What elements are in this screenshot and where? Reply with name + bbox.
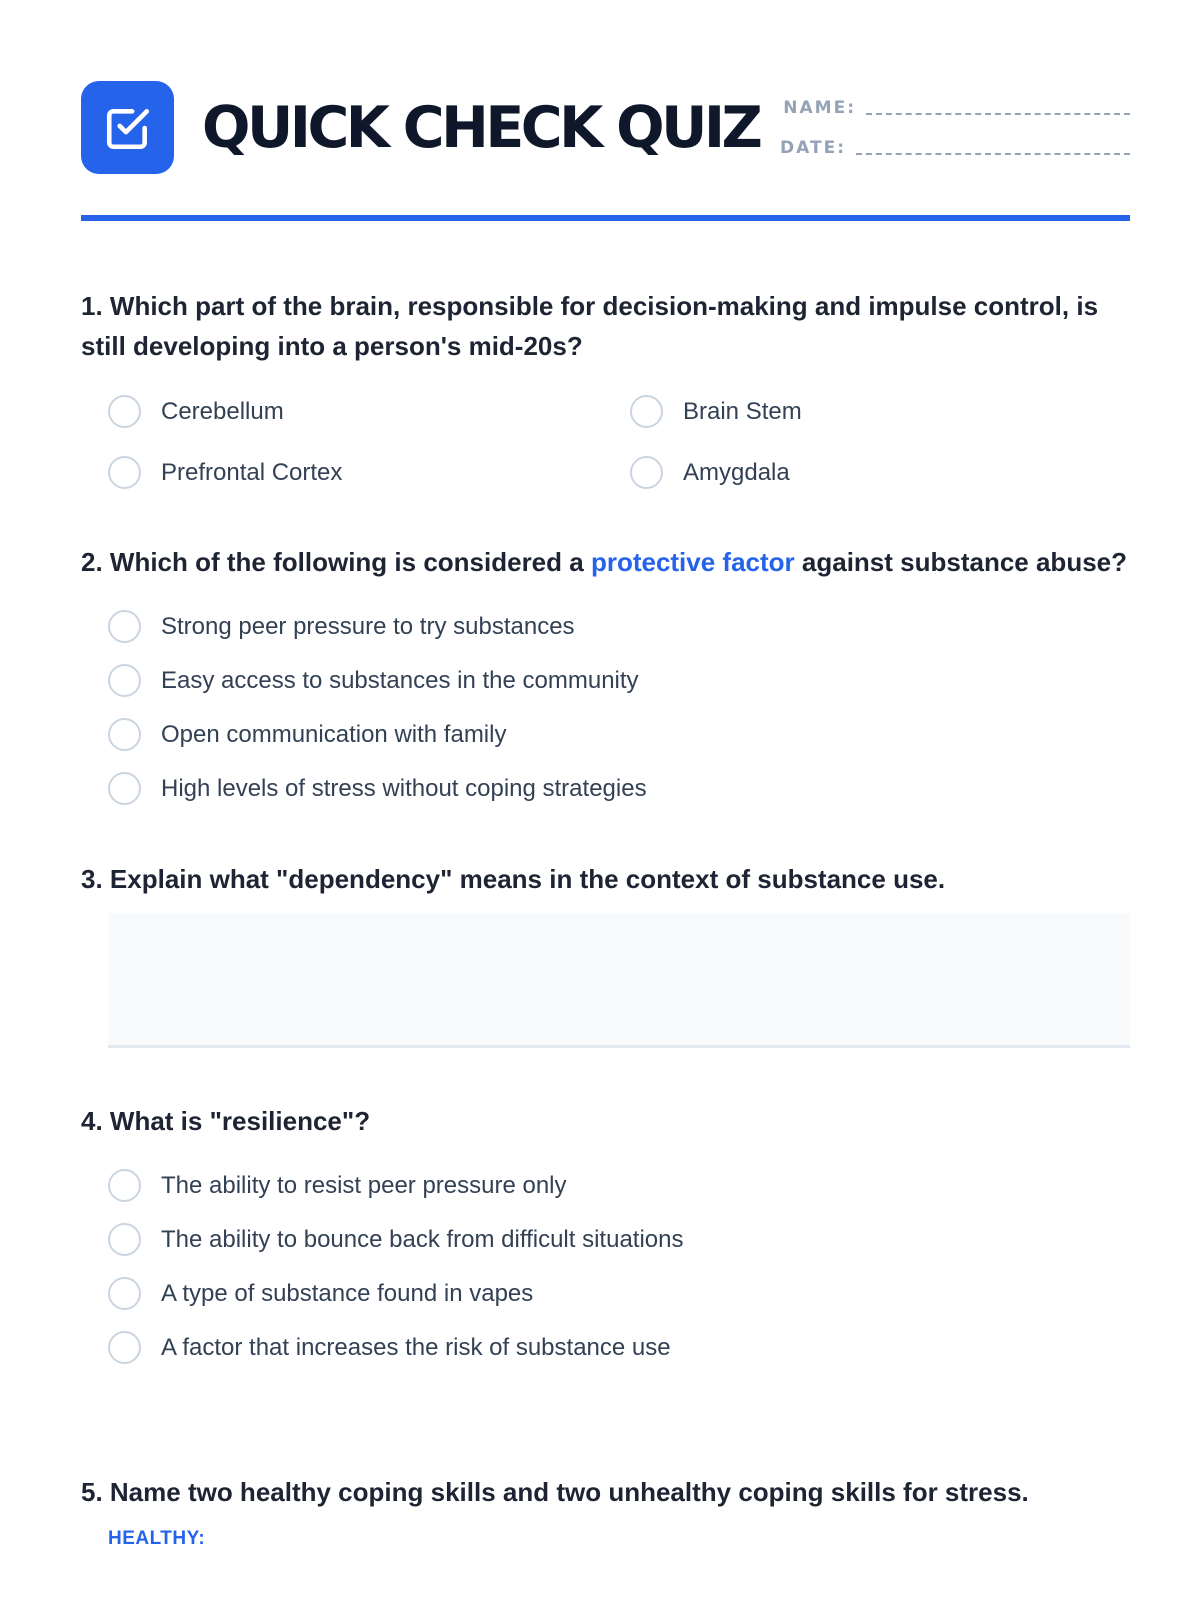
radio-button[interactable] <box>630 395 663 428</box>
date-label: DATE: <box>780 138 846 158</box>
radio-button[interactable] <box>108 395 141 428</box>
q3-answer-textarea[interactable] <box>108 913 1130 1048</box>
radio-button[interactable] <box>108 1223 141 1256</box>
name-field[interactable] <box>783 97 1130 119</box>
header-divider <box>81 215 1130 221</box>
radio-button[interactable] <box>108 718 141 751</box>
option-label: Easy access to substances in the community <box>161 666 639 694</box>
q4-option-4[interactable] <box>108 1331 671 1364</box>
question-1 <box>81 286 1130 366</box>
question-3-text: 3. Explain what "dependency" means in the context of substance use. <box>81 864 946 894</box>
option-label: A type of substance found in vapes <box>161 1279 534 1307</box>
q1-option-1[interactable] <box>108 395 284 428</box>
q2-option-2[interactable] <box>108 664 639 697</box>
option-label: Amygdala <box>683 458 790 486</box>
checkbox-logo-icon <box>81 81 174 174</box>
option-label: Cerebellum <box>161 397 284 425</box>
radio-button[interactable] <box>108 664 141 697</box>
q2-option-3[interactable] <box>108 718 506 751</box>
option-label: The ability to bounce back from difficult situations <box>161 1225 684 1253</box>
q2-option-1[interactable] <box>108 610 575 643</box>
q4-option-3[interactable] <box>108 1277 533 1310</box>
question-2-text <box>81 542 1130 582</box>
page-title: QUICK CHECK QUIZ <box>202 95 760 161</box>
option-label: Open communication with family <box>161 720 507 748</box>
name-label: NAME: <box>783 98 856 118</box>
question-1-text: 1. Which part of the brain, responsible for decision-making and impulse control, is still developing into a person's mid-20s? <box>81 291 1099 361</box>
healthy-label: HEALTHY: <box>108 1528 206 1549</box>
q4-option-1[interactable] <box>108 1169 567 1202</box>
option-label: Prefrontal Cortex <box>161 458 343 486</box>
question-4-text: 4. What is "resilience"? <box>81 1106 371 1136</box>
question-5-text: 5. Name two healthy coping skills and two unhealthy coping skills for stress. <box>81 1477 1029 1507</box>
q1-option-3[interactable] <box>108 456 342 489</box>
question-4 <box>81 1101 1130 1141</box>
option-label: The ability to resist peer pressure only <box>161 1171 567 1199</box>
radio-button[interactable] <box>108 456 141 489</box>
option-label: High levels of stress without coping strategies <box>161 774 647 802</box>
date-field[interactable] <box>780 137 1130 159</box>
question-5 <box>81 1472 1130 1512</box>
question-2-text-before: 2. Which of the following is considered a <box>81 547 591 577</box>
protective-factor-term: protective factor <box>590 547 795 577</box>
option-label: Strong peer pressure to try substances <box>161 612 575 640</box>
date-blank-line[interactable] <box>856 153 1130 155</box>
q1-option-4[interactable] <box>630 456 790 489</box>
radio-button[interactable] <box>108 1169 141 1202</box>
quiz-header <box>81 81 1130 176</box>
name-blank-line[interactable] <box>866 113 1130 115</box>
q2-option-4[interactable] <box>108 772 647 805</box>
question-2 <box>81 542 1130 582</box>
option-label: A factor that increases the risk of substance use <box>161 1333 671 1361</box>
option-label: Brain Stem <box>683 397 802 425</box>
radio-button[interactable] <box>108 1331 141 1364</box>
q1-option-2[interactable] <box>630 395 802 428</box>
question-2-text-after: against substance abuse? <box>794 547 1127 577</box>
radio-button[interactable] <box>630 456 663 489</box>
radio-button[interactable] <box>108 1277 141 1310</box>
radio-button[interactable] <box>108 772 141 805</box>
question-3 <box>81 859 1130 899</box>
radio-button[interactable] <box>108 610 141 643</box>
q4-option-2[interactable] <box>108 1223 684 1256</box>
